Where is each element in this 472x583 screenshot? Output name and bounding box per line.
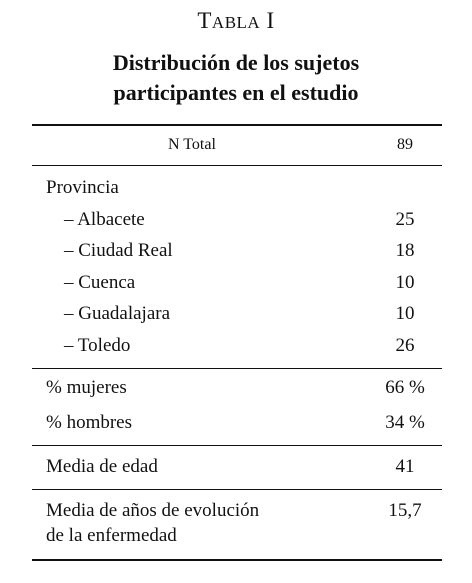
mujeres-value: 66 % (385, 377, 425, 398)
hombres-label: % hombres (46, 412, 133, 433)
hombres-value: 34 % (385, 412, 425, 433)
table-number (0, 8, 472, 34)
ciudad-real-value: 18 (395, 240, 415, 261)
bottom-rule (32, 559, 442, 561)
toledo-label: – Toledo (64, 335, 131, 356)
table-number-smallcaps: ABLA (211, 13, 261, 32)
table-number-numeral: I (260, 8, 275, 33)
table-number-initial: T (197, 8, 212, 33)
albacete-value: 25 (395, 209, 415, 230)
cuenca-label: – Cuenca (64, 272, 136, 293)
cuenca-value: 10 (395, 272, 415, 293)
table-title-line-2: participantes en el estudio (113, 80, 359, 105)
sex-rule (32, 445, 442, 446)
top-rule (32, 124, 442, 126)
n-total-value: 89 (397, 136, 413, 153)
table-title-line-1: Distribución de los sujetos (112, 50, 360, 75)
albacete-label: – Albacete (64, 209, 145, 230)
evolucion-label-line-1: Media de años de evolución (46, 500, 260, 521)
toledo-value: 26 (395, 335, 415, 356)
mujeres-label: % mujeres (46, 377, 127, 398)
media-edad-value: 41 (395, 456, 415, 477)
ciudad-real-label: – Ciudad Real (64, 240, 173, 261)
media-edad-label: Media de edad (46, 456, 158, 477)
header-rule (32, 165, 442, 166)
n-total-label: N Total (168, 136, 216, 153)
provincia-label: Provincia (46, 177, 119, 198)
evolucion-value: 15,7 (388, 500, 422, 521)
guadalajara-label: – Guadalajara (64, 303, 171, 324)
age-rule (32, 489, 442, 490)
guadalajara-value: 10 (395, 303, 415, 324)
evolucion-label-line-2: de la enfermedad (46, 525, 177, 546)
provincia-rule (32, 368, 442, 369)
